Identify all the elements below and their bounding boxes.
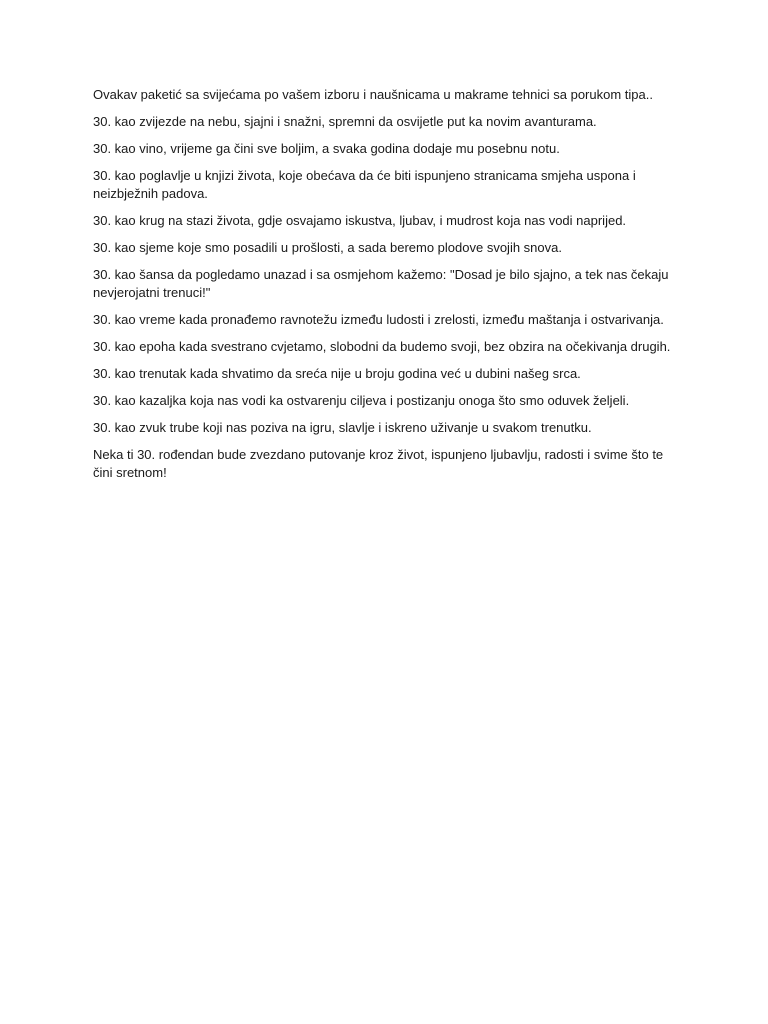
paragraph-intro: Ovakav paketić sa svijećama po vašem izboru i naušnicama u makrame tehnici sa porukom tipa.. [93,87,653,102]
paragraph-trumpet: 30. kao zvuk trube koji nas poziva na igru, slavlje i iskreno uživanje u svakom trenutku. [93,420,592,435]
paragraph-balance: 30. kao vreme kada pronađemo ravnotežu između ludosti i zrelosti, između maštanja i ostvarivanja. [93,312,664,327]
paragraph-epoch: 30. kao epoha kada svestrano cvjetamo, slobodni da budemo svoji, bez obzira na očekivanja drugih. [93,339,671,354]
paragraph-wine: 30. kao vino, vrijeme ga čini sve boljim, a svaka godina dodaje mu posebnu notu. [93,141,560,156]
paragraph-closing-wish: Neka ti 30. rođendan bude zvezdano putovanje kroz život, ispunjeno ljubavlju, radosti i svime što te čini sretnom! [93,447,664,480]
paragraph-seed: 30. kao sjeme koje smo posadili u prošlosti, a sada beremo plodove svojih snova. [93,240,562,255]
paragraph-circle: 30. kao krug na stazi života, gdje osvajamo iskustva, ljubav, i mudrost koja nas vodi naprijed. [93,213,627,228]
paragraph-moment: 30. kao trenutak kada shvatimo da sreća nije u broju godina već u dubini našeg srca. [93,366,581,381]
paragraph-chapter: 30. kao poglavlje u knjizi života, koje obećava da će biti ispunjeno stranicama smjeha uspona i neizbježnih padova. [93,168,636,201]
document-body [93,86,683,491]
paragraph-clock-hand: 30. kao kazaljka koja nas vodi ka ostvarenju ciljeva i postizanju onoga što smo oduvek željeli. [93,393,630,408]
paragraph-chance: 30. kao šansa da pogledamo unazad i sa osmjehom kažemo: "Dosad je bilo sjajno, a tek nas čekaju nevjerojatni trenuci!" [93,267,669,300]
paragraph-stars: 30. kao zvijezde na nebu, sjajni i snažni, spremni da osvijetle put ka novim avanturama. [93,114,597,129]
